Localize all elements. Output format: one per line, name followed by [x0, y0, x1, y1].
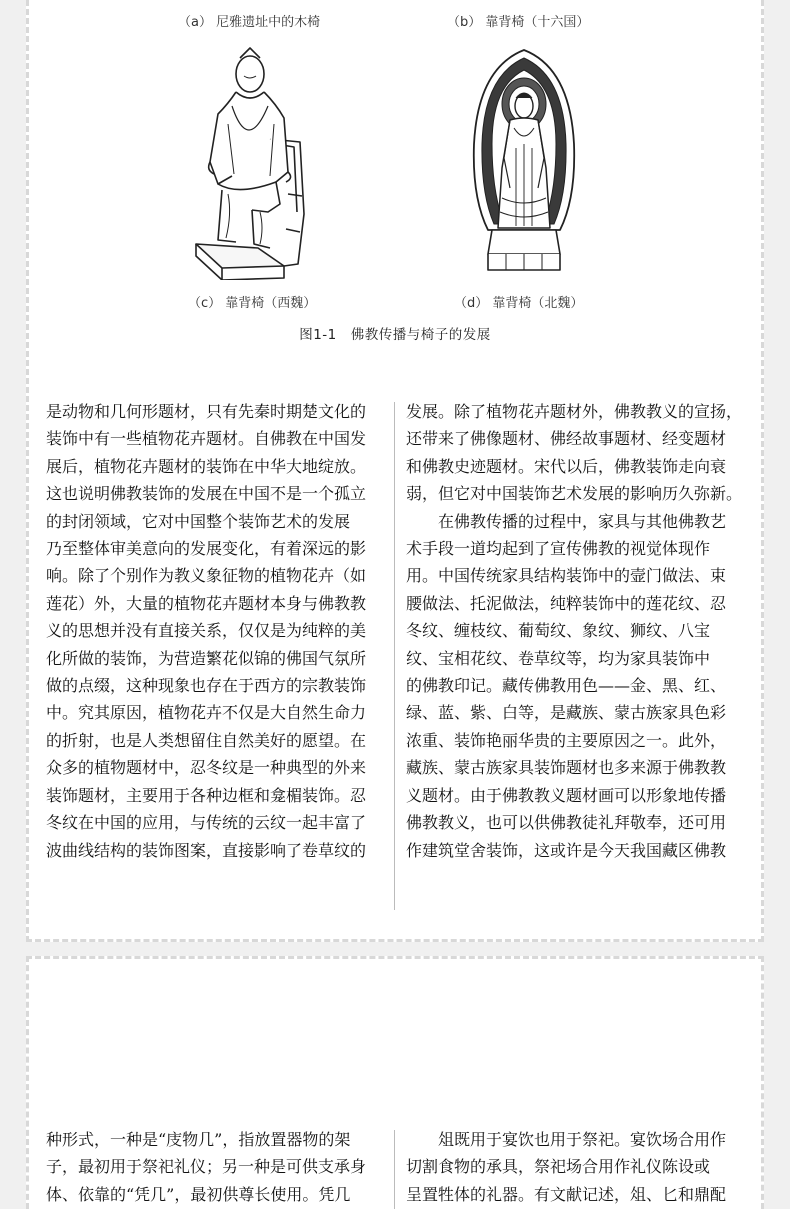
text-column-right	[406, 398, 748, 864]
text-line: 绿、蓝、紫、白等，是藏族、蒙古族家具色彩	[406, 703, 727, 723]
figure-d-label: （d） 靠背椅（北魏）	[454, 296, 584, 311]
text-line: 这也说明佛教装饰的发展在中国不是一个孤立	[46, 484, 367, 504]
chair-figure-d-illustration	[470, 48, 578, 280]
text-line: 还带来了佛像题材、佛经故事题材、经变题材	[406, 429, 727, 449]
text-line: 纹、宝相花纹、卷草纹等，均为家具装饰中	[406, 648, 711, 668]
text-line: 中。究其原因，植物花卉不仅是大自然生命力	[46, 703, 367, 723]
text-line: 体、依靠的“凭几”，最初供尊长使用。凭几	[46, 1184, 351, 1204]
text-line: 是动物和几何形题材，只有先秦时期楚文化的	[46, 402, 367, 421]
text-line: 用。中国传统家具结构装饰中的壸门做法、束	[406, 566, 727, 586]
text-line: 呈置牲体的礼器。有文献记述，俎、匕和鼎配	[406, 1184, 727, 1204]
figure-b-label: （b） 靠背椅（十六国）	[447, 15, 590, 30]
text-line: 化所做的装饰，为营造繁花似锦的佛国气氛所	[46, 648, 367, 668]
text-line: 义的思想并没有直接关系，仅仅是为纯粹的美	[46, 621, 367, 641]
text-line: 众多的植物题材中，忍冬纹是一种典型的外来	[46, 758, 367, 778]
text-line: 装饰中有一些植物花卉题材。自佛教在中国发	[46, 429, 367, 449]
text-line: 作建筑堂舍装饰，这或许是今天我国藏区佛教	[406, 840, 727, 860]
text-line: 切割食物的承具，祭祀场合用作礼仪陈设或	[406, 1157, 711, 1177]
text-line: 和佛教史迹题材。宋代以后，佛教装饰走向衰	[406, 456, 727, 476]
text-line: 冬纹、缠枝纹、葡萄纹、象纹、狮纹、八宝	[406, 621, 711, 641]
text-line: 发展。除了植物花卉题材外，佛教教义的宣扬，	[406, 402, 743, 421]
column-divider	[394, 402, 395, 910]
text-line: 的封闭领域，它对中国整个装饰艺术的发展	[46, 511, 351, 531]
text-line: 做的点缀，这种现象也存在于西方的宗教装饰	[46, 676, 367, 696]
text-line: 响。除了个别作为教义象征物的植物花卉（如	[46, 566, 367, 586]
figure-a-label: （a） 尼雅遗址中的木椅	[178, 15, 321, 30]
text-column-left	[46, 398, 388, 864]
column-divider	[394, 1130, 395, 1209]
text-line: 莲花）外，大量的植物花卉题材本身与佛教教	[46, 593, 367, 613]
text-line: 的佛教印记。藏传佛教用色——金、黑、红、	[406, 676, 727, 696]
text-line: 的折射，也是人类想留住自然美好的愿望。在	[46, 730, 367, 750]
chair-figure-c-illustration	[188, 44, 318, 280]
text-line: 浓重、装饰艳丽华贵的主要原因之一。此外，	[406, 730, 727, 750]
text-line: 腰做法、托泥做法，纯粹装饰中的莲花纹、忍	[406, 593, 727, 613]
text-line: 乃至整体审美意向的发展变化，有着深远的影	[46, 539, 367, 559]
text-line: 俎既用于宴饮也用于祭祀。宴饮场合用作	[406, 1130, 727, 1149]
text-line: 子，最初用于祭祀礼仪；另一种是可供支承身	[46, 1157, 367, 1177]
text-line: 藏族、蒙古族家具装饰题材也多来源于佛教教	[406, 758, 727, 778]
text-line: 佛教教义，也可以供佛教徒礼拜敬奉，还可用	[406, 813, 727, 833]
figure-c-label: （c） 靠背椅（西魏）	[188, 296, 317, 311]
text-line: 冬纹在中国的应用，与传统的云纹一起丰富了	[46, 813, 367, 833]
text-line: 种形式，一种是“庋物几”，指放置器物的架	[46, 1130, 351, 1149]
text-column-left	[46, 1126, 388, 1208]
text-line: 在佛教传播的过程中，家具与其他佛教艺	[406, 511, 727, 531]
text-line: 弱，但它对中国装饰艺术发展的影响历久弥新。	[406, 484, 743, 504]
text-line: 术手段一道均起到了宣传佛教的视觉体现作	[406, 539, 711, 559]
text-line: 装饰题材，主要用于各种边框和龛楣装饰。忍	[46, 785, 367, 805]
text-column-right	[406, 1126, 748, 1208]
text-line: 波曲线结构的装饰图案，直接影响了卷草纹的	[46, 840, 367, 860]
text-line: 展后，植物花卉题材的装饰在中华大地绽放。	[46, 456, 367, 476]
text-line: 义题材。由于佛教教义题材画可以形象地传播	[406, 785, 727, 805]
figure-caption: 图1-1 佛教传播与椅子的发展	[299, 327, 491, 343]
